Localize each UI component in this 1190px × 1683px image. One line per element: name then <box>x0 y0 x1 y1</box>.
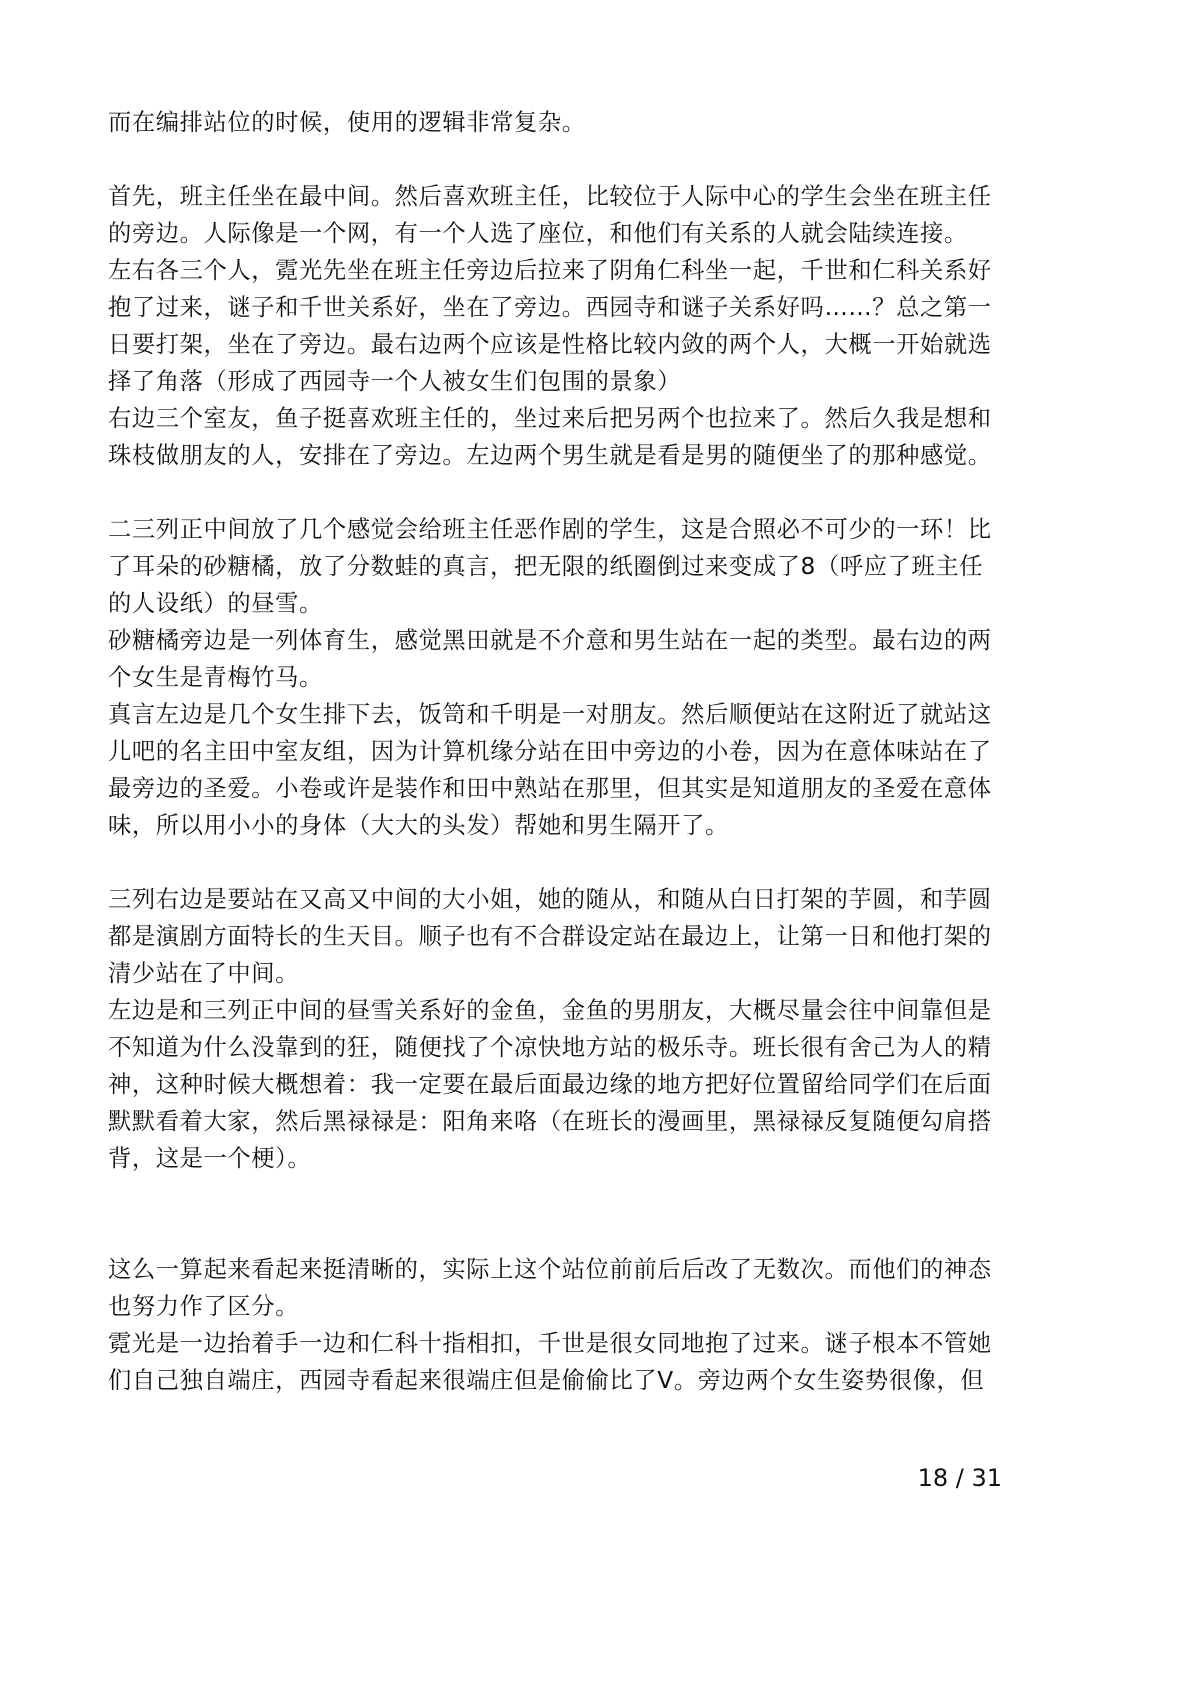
text-line: 这么一算起来看起来挺清晰的，实际上这个站位前前后后改了无数次。而他们的神态 <box>108 1256 992 1283</box>
text-line: 最旁边的圣爱。小卷或许是装作和田中熟站在那里，但其实是知道朋友的圣爱在意体 <box>108 775 992 802</box>
text-line: 砂糖橘旁边是一列体育生，感觉黑田就是不介意和男生站在一起的类型。最右边的两 <box>108 627 992 654</box>
text-line: 都是演剧方面特长的生天目。顺子也有不合群设定站在最边上，让第一日和他打架的 <box>108 923 992 950</box>
blank-line <box>108 844 1008 881</box>
text-line: 的人设纸）的昼雪。 <box>108 590 323 617</box>
text-line: 个女生是青梅竹马。 <box>108 664 323 691</box>
text-line: 儿吧的名主田中室友组，因为计算机缘分站在田中旁边的小卷，因为在意体味站在了 <box>108 738 992 765</box>
text-line: 默默看着大家，然后黑禄禄是：阳角来咯（在班长的漫画里，黑禄禄反复随便勾肩搭 <box>108 1108 992 1135</box>
text-line: 而在编排站位的时候，使用的逻辑非常复杂。 <box>108 109 586 136</box>
text-line: 左边是和三列正中间的昼雪关系好的金鱼，金鱼的男朋友，大概尽量会往中间靠但是 <box>108 997 992 1024</box>
text-line: 真言左边是几个女生排下去，饭笥和千明是一对朋友。然后顺便站在这附近了就站这 <box>108 701 992 728</box>
text-line: 们自己独自端庄，西园寺看起来很端庄但是偷偷比了V。旁边两个女生姿势很像，但 <box>108 1367 985 1394</box>
blank-line <box>108 141 1008 178</box>
text-line: 霓光是一边抬着手一边和仁科十指相扣，千世是很女同地抱了过来。谜子根本不管她 <box>108 1330 992 1357</box>
text-line: 味，所以用小小的身体（大大的头发）帮她和男生隔开了。 <box>108 812 729 839</box>
text-line: 清少站在了中间。 <box>108 960 300 987</box>
text-line: 左右各三个人，霓光先坐在班主任旁边后拉来了阴角仁科坐一起，千世和仁科关系好 <box>108 257 992 284</box>
text-line: 择了角落（形成了西园寺一个人被女生们包围的景象） <box>108 368 682 395</box>
page-number: 18 / 31 <box>917 1464 1002 1492</box>
text-line: 的旁边。人际像是一个网，有一个人选了座位，和他们有关系的人就会陆续连接。 <box>108 220 968 247</box>
blank-line <box>108 1177 1008 1214</box>
text-line: 不知道为什么没靠到的狂，随便找了个凉快地方站的极乐寺。班长很有舍己为人的精 <box>108 1034 992 1061</box>
text-line: 二三列正中间放了几个感觉会给班主任恶作剧的学生，这是合照必不可少的一环！比 <box>108 516 992 543</box>
text-line: 首先，班主任坐在最中间。然后喜欢班主任，比较位于人际中心的学生会坐在班主任 <box>108 183 992 210</box>
text-line: 神，这种时候大概想着：我一定要在最后面最边缘的地方把好位置留给同学们在后面 <box>108 1071 992 1098</box>
text-line: 珠枝做朋友的人，安排在了旁边。左边两个男生就是看是男的随便坐了的那种感觉。 <box>108 442 992 469</box>
text-line: 右边三个室友，鱼子挺喜欢班主任的，坐过来后把另两个也拉来了。然后久我是想和 <box>108 405 992 432</box>
text-line: 日要打架，坐在了旁边。最右边两个应该是性格比较内敛的两个人，大概一开始就选 <box>108 331 992 358</box>
blank-line <box>108 474 1008 511</box>
text-line: 三列右边是要站在又高又中间的大小姐，她的随从，和随从白日打架的芋圆，和芋圆 <box>108 886 992 913</box>
document-body <box>108 104 1008 1399</box>
text-line: 了耳朵的砂糖橘，放了分数蛙的真言，把无限的纸圈倒过来变成了8（呼应了班主任 <box>108 553 984 580</box>
blank-line <box>108 1214 1008 1251</box>
text-line: 抱了过来，谜子和千世关系好，坐在了旁边。西园寺和谜子关系好吗……？总之第一 <box>108 294 992 321</box>
text-line: 背，这是一个梗）。 <box>108 1145 312 1172</box>
text-line: 也努力作了区分。 <box>108 1293 300 1320</box>
